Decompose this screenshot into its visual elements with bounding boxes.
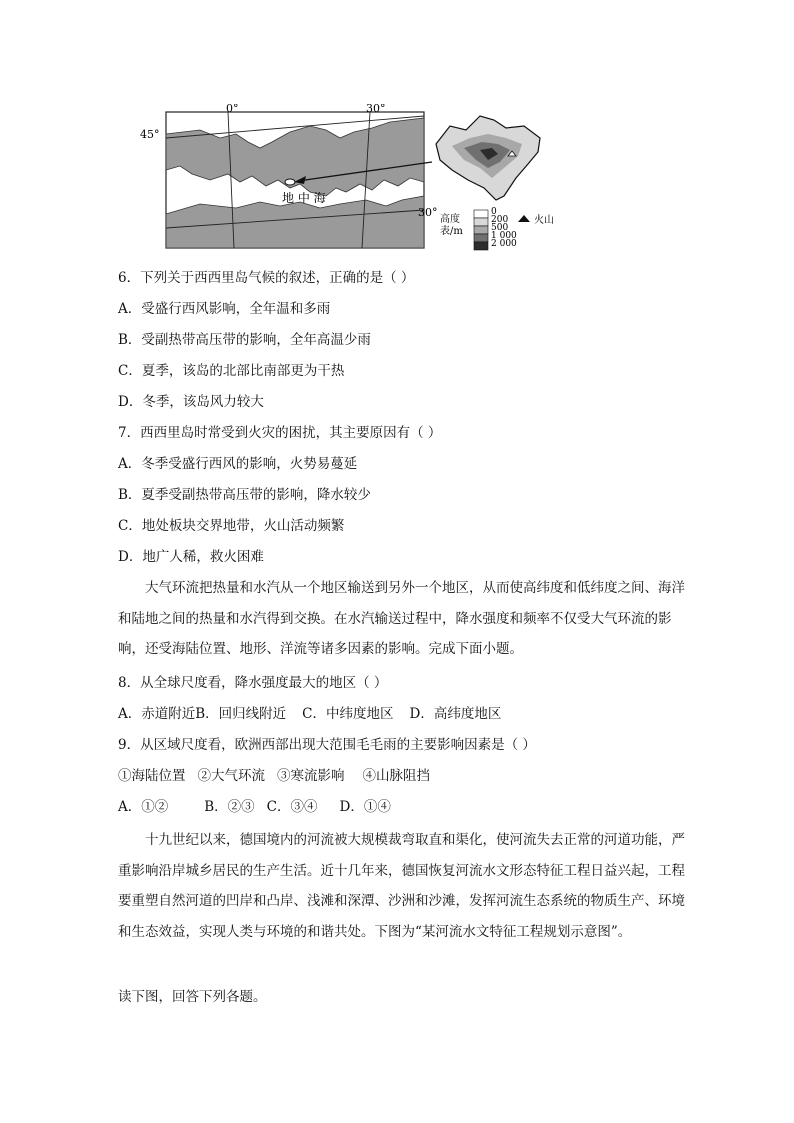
q9-factors: [118, 766, 430, 786]
q6-option-b: B．受副热带高压带的影响，全年高温少雨: [118, 332, 371, 348]
lon-label-0: 0°: [226, 104, 239, 115]
legend-swatch-3: [474, 234, 488, 242]
legend-value-0: 0: [491, 207, 497, 217]
q7-stem: 7．西西里岛时常受到火灾的困扰，其主要原因有（ ）: [118, 425, 442, 441]
q9-option-a: A．①②: [118, 799, 169, 815]
q9-factor-4: ④山脉阻挡: [362, 768, 430, 784]
sicily-marker: [285, 179, 295, 185]
passage-german-rivers: 十九世纪以来，德国境内的河流被大规模裁弯取直和渠化，使河流失去正常的河道功能，严重影响沿岸城乡居民的生产生活。近十几年来，德国恢复河流水文形态特征工程日益兴起，工程要重塑自然河道的凹岸和凸岸、浅滩和深潭、沙洲和沙滩，发挥河流生态系统的物质生产、环境和生态效益，实现人类与环境的和谐共处。下图为“某河流水文特征工程规划示意图”。: [118, 832, 685, 940]
q9-factor-3: ③寒流影响: [277, 768, 345, 784]
legend-title-1: 高度: [440, 214, 460, 225]
q9-option-d: D．①④: [339, 799, 391, 815]
legend-swatch-2: [474, 226, 488, 234]
q9-stem: 9．从区域尺度看，欧洲西部出现大范围毛毛雨的主要影响因素是（ ）: [118, 737, 536, 753]
q8-stem: 8．从全球尺度看，降水强度最大的地区（ ）: [118, 675, 388, 691]
passage-atmospheric-circulation: 大气环流把热量和水汽从一个地区输送到另外一个地区，从而使高纬度和低纬度之间、海洋和陆地之间的热量和水汽得到交换。在水汽输送过程中，降水强度和频率不仅受大气环流的影响，还受海陆位置、地形、洋流等诸多因素的影响。完成下面小题。: [118, 580, 685, 657]
q7-option-c: C．地处板块交界地带，火山活动频繁: [118, 518, 345, 534]
q9-factor-2: ②大气环流: [197, 768, 265, 784]
elevation-legend: [474, 207, 517, 250]
q6-option-d: D．冬季，该岛风力较大: [118, 394, 264, 410]
legend-title-2: 表/m: [440, 226, 463, 237]
q7-option-d: D．地广人稀，救火困难: [118, 549, 264, 565]
q7-option-a: A．冬季受盛行西风的影响，火势易蔓延: [118, 456, 358, 472]
legend-value-2: 500: [491, 223, 509, 233]
legend-volcano-icon: [518, 215, 530, 222]
q8-option-c: C．中纬度地区: [302, 706, 394, 722]
legend-value-4: 2 000: [491, 239, 517, 249]
q7-option-b: B．夏季受副热带高压带的影响，降水较少: [118, 487, 371, 503]
read-figure-prompt: 读下图，回答下列各题。: [118, 989, 267, 1005]
legend-value-1: 200: [491, 215, 509, 225]
q9-options: [118, 797, 391, 817]
q9-option-c: C．③④: [266, 799, 318, 815]
q8-options: [118, 704, 501, 724]
legend-swatch-0: [474, 210, 488, 218]
q8-option-a: A．赤道附近: [118, 706, 196, 722]
lat-label-30: 30°: [418, 206, 438, 219]
q6-option-c: C．夏季，该岛的北部比南部更为干热: [118, 363, 345, 379]
q8-option-d: D．高纬度地区: [409, 706, 502, 722]
legend-value-3: 1 000: [491, 231, 517, 241]
lon-label-30: 30°: [366, 104, 386, 115]
legend-swatch-1: [474, 218, 488, 226]
q9-factor-1: ①海陆位置: [118, 768, 186, 784]
legend-volcano-label: 火山: [534, 215, 554, 226]
legend-swatch-4: [474, 242, 488, 250]
q9-option-b: B．②③: [204, 799, 255, 815]
sea-label: 地 中 海: [282, 191, 326, 205]
q6-stem: 6．下列关于西西里岛气候的叙述，正确的是（ ）: [118, 270, 415, 286]
q8-option-b: B．回归线附近: [195, 706, 287, 722]
q6-option-a: A．受盛行西风影响，全年温和多雨: [118, 301, 331, 317]
mediterranean-sicily-map: [140, 104, 560, 254]
lat-label-45: 45°: [140, 128, 160, 141]
